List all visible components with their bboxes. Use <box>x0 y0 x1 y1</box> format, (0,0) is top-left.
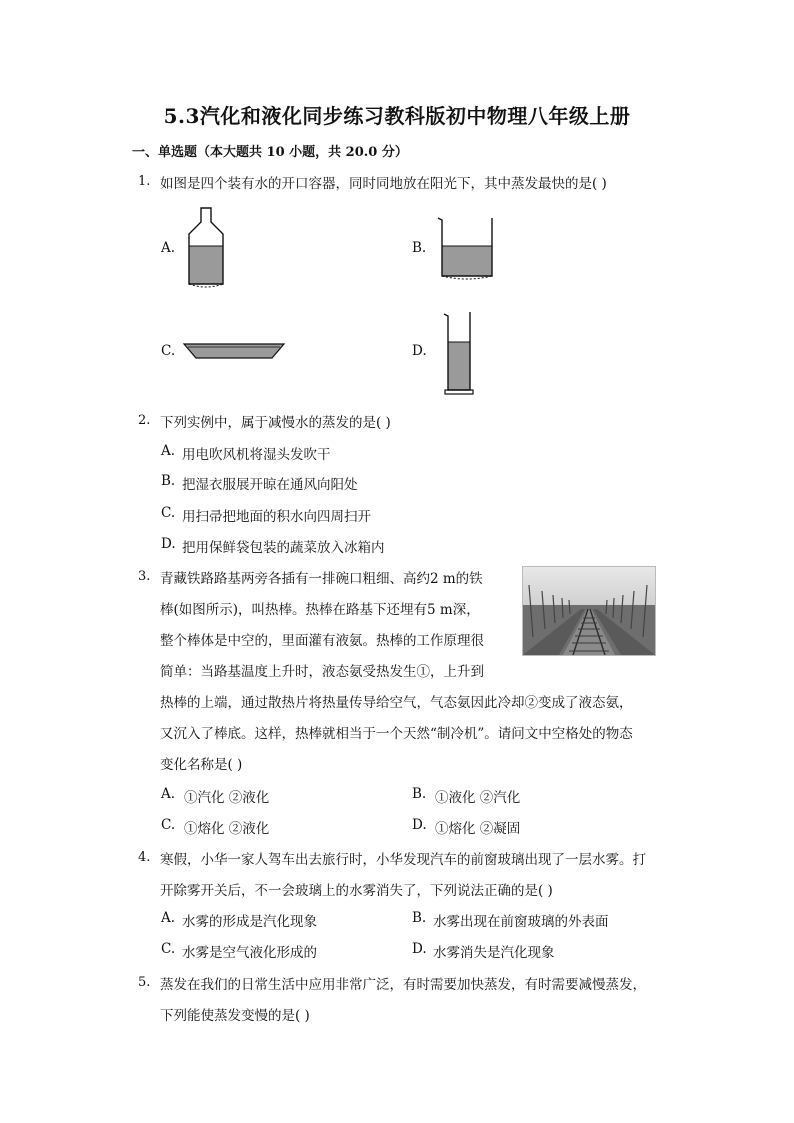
question-3-line-2: 棒(如图所示)，叫热棒。热棒在路基下还埋有5 m深， <box>160 602 480 618</box>
question-3-option-a-text: ①汽化 ②液化 <box>184 790 270 806</box>
question-3-option-a-label: A. <box>161 786 176 802</box>
question-4-option-c-label: C. <box>161 941 176 957</box>
question-4-option-d-text: 水雾消失是汽化现象 <box>433 945 555 961</box>
question-4-number: 4. <box>138 850 151 865</box>
page-title: 5.3汽化和液化同步练习教科版初中物理八年级上册 <box>163 104 631 128</box>
question-3-number: 3. <box>138 569 151 584</box>
question-3-line-6: 又沉入了棒底。这样，热棒就相当于一个天然“制冷机”。请问文中空格处的物态 <box>160 726 633 742</box>
question-1-option-c-label: C. <box>161 343 176 359</box>
bottle-container-figure <box>186 206 226 290</box>
question-2-option-b-label: B. <box>161 473 176 489</box>
question-2-option-b-text: 把湿衣服展开晾在通风向阳处 <box>182 477 358 493</box>
question-2-option-d-text: 把用保鲜袋包装的蔬菜放入冰箱内 <box>182 540 385 556</box>
question-4-option-a-label: A. <box>161 910 176 926</box>
question-1-number: 1. <box>138 174 151 189</box>
question-4-option-a-text: 水雾的形成是汽化现象 <box>182 914 317 930</box>
question-3-line-4: 简单：当路基温度上升时，液态氨受热发生①，上升到 <box>160 664 484 680</box>
shallow-dish-figure <box>182 340 286 362</box>
question-3-option-d-text: ①熔化 ②凝固 <box>435 821 521 837</box>
beaker-container-figure <box>436 214 498 280</box>
question-5-number: 5. <box>138 975 151 990</box>
section-heading: 一、单选题（本大题共 10 小题，共 20.0 分） <box>132 145 408 160</box>
question-4-option-d-label: D. <box>412 941 427 957</box>
question-5-line-1: 蒸发在我们的日常生活中应用非常广泛，有时需要加快蒸发，有时需要减慢蒸发， <box>160 977 646 993</box>
question-3-option-c-label: C. <box>161 817 176 833</box>
question-1-option-b-label: B. <box>412 240 427 256</box>
question-1-option-d-label: D. <box>412 343 427 359</box>
graduated-cylinder-figure <box>442 308 478 396</box>
question-3-option-b-label: B. <box>412 786 427 802</box>
question-2-stem: 下列实例中，属于减慢水的蒸发的是( ) <box>160 415 391 431</box>
question-4-option-c-text: 水雾是空气液化形成的 <box>182 945 317 961</box>
question-3-option-c-text: ①熔化 ②液化 <box>184 821 270 837</box>
question-1-stem: 如图是四个装有水的开口容器，同时同地放在阳光下，其中蒸发最快的是( ) <box>160 176 607 192</box>
question-2-option-a-label: A. <box>161 443 176 459</box>
question-3-option-d-label: D. <box>412 817 427 833</box>
question-3-line-1: 青藏铁路路基两旁各插有一排碗口粗细、高约2 m的铁 <box>160 571 483 587</box>
question-4-option-b-text: 水雾出现在前窗玻璃的外表面 <box>433 914 609 930</box>
question-4-option-b-label: B. <box>412 910 427 926</box>
question-2-number: 2. <box>138 413 151 428</box>
question-2-option-c-label: C. <box>161 505 176 521</box>
question-4-line-1: 寒假，小华一家人驾车出去旅行时，小华发现汽车的前窗玻璃出现了一层水雾。打 <box>160 852 646 868</box>
question-3-line-3: 整个棒体是中空的，里面灌有液氨。热棒的工作原理很 <box>160 633 484 649</box>
question-5-line-2: 下列能使蒸发变慢的是( ) <box>160 1008 310 1024</box>
question-3-line-7: 变化名称是( ) <box>160 757 243 773</box>
question-2-option-d-label: D. <box>161 536 176 552</box>
question-3-option-b-text: ①液化 ②汽化 <box>435 790 521 806</box>
question-2-option-a-text: 用电吹风机将湿头发吹干 <box>182 447 331 463</box>
question-1-option-a-label: A. <box>161 240 176 256</box>
question-3-line-5: 热棒的上端，通过散热片将热量传导给空气，气态氨因此冷却②变成了液态氨， <box>160 695 633 711</box>
question-4-line-2: 开除雾开关后，不一会玻璃上的水雾消失了，下列说法正确的是( ) <box>160 883 553 899</box>
railway-heat-rod-photo <box>522 566 656 656</box>
question-2-option-c-text: 用扫帚把地面的积水向四周扫开 <box>182 509 371 525</box>
